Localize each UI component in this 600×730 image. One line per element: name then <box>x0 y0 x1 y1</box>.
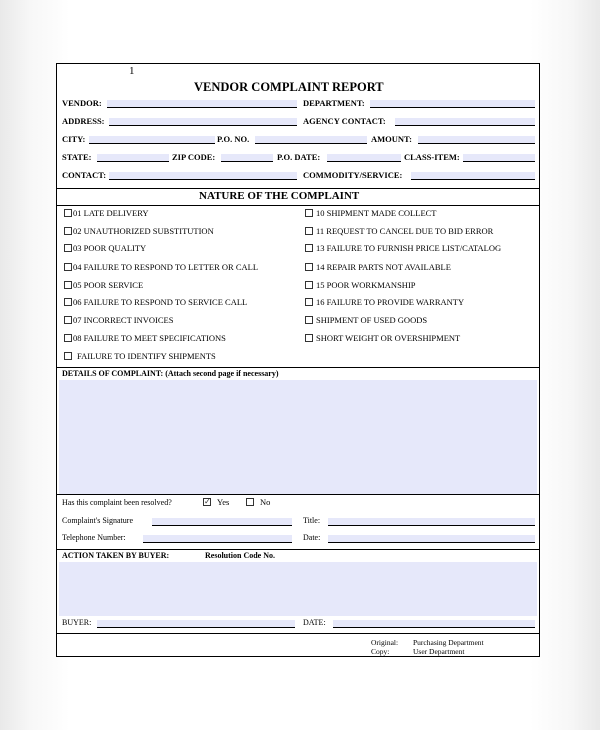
yes-label: Yes <box>217 497 230 507</box>
nature-heading: NATURE OF THE COMPLAINT <box>199 190 360 202</box>
resolution-label: Resolution Code No. <box>205 551 276 560</box>
amount-label: AMOUNT: <box>371 134 412 144</box>
phone-field[interactable] <box>143 535 292 543</box>
action-label: ACTION TAKEN BY BUYER: <box>62 551 170 560</box>
po-date-label: P.O. DATE: <box>277 152 321 162</box>
amount-field[interactable] <box>418 136 535 144</box>
checkbox[interactable] <box>305 244 313 252</box>
original-label: Original: <box>371 638 399 647</box>
details-textarea[interactable] <box>59 380 537 494</box>
divider <box>57 188 539 189</box>
complaint-option: 13 FAILURE TO FURNISH PRICE LIST/CATALOG <box>316 243 502 253</box>
checkbox[interactable] <box>64 263 72 271</box>
class-item-field[interactable] <box>463 154 535 162</box>
city-label: CITY: <box>62 134 86 144</box>
complaint-option: 10 SHIPMENT MADE COLLECT <box>316 208 437 218</box>
complaint-form <box>56 63 540 657</box>
complaint-option: 05 POOR SERVICE <box>73 280 144 290</box>
buyer-label: BUYER: <box>62 618 92 627</box>
buyer-field[interactable] <box>97 620 295 628</box>
complaint-option: 08 FAILURE TO MEET SPECIFICATIONS <box>73 333 226 343</box>
checkbox[interactable] <box>305 227 313 235</box>
complaint-option: 06 FAILURE TO RESPOND TO SERVICE CALL <box>73 297 248 307</box>
complaint-option: SHORT WEIGHT OR OVERSHIPMENT <box>316 333 461 343</box>
details-note: (Attach second page if necessary) <box>165 369 279 378</box>
zip-label: ZIP CODE: <box>172 152 216 162</box>
checkbox[interactable] <box>64 281 72 289</box>
department-label: DEPARTMENT: <box>303 98 365 108</box>
complaint-option: 11 REQUEST TO CANCEL DUE TO BID ERROR <box>316 226 494 236</box>
checkbox[interactable] <box>64 334 72 342</box>
po-no-field[interactable] <box>255 136 367 144</box>
checkbox[interactable] <box>64 209 72 217</box>
title-label: Title: <box>303 516 321 525</box>
agency-contact-field[interactable] <box>395 118 535 126</box>
checkbox[interactable] <box>305 263 313 271</box>
complaint-option: 02 UNAUTHORIZED SUBSTITUTION <box>73 226 214 236</box>
divider <box>57 367 539 368</box>
address-field[interactable] <box>109 118 297 126</box>
details-label <box>62 369 279 378</box>
checkbox[interactable] <box>305 316 313 324</box>
city-field[interactable] <box>89 136 215 144</box>
date-label: Date: <box>303 533 321 542</box>
class-item-label: CLASS-ITEM: <box>404 152 460 162</box>
copy-label: Copy: <box>371 647 390 656</box>
divider <box>57 549 539 550</box>
checkbox[interactable] <box>305 209 313 217</box>
complaint-option: 15 POOR WORKMANSHIP <box>316 280 416 290</box>
complaint-option: FAILURE TO IDENTIFY SHIPMENTS <box>77 351 216 361</box>
commodity-label: COMMODITY/SERVICE: <box>303 170 403 180</box>
checkbox[interactable] <box>64 244 72 252</box>
checkbox[interactable] <box>305 298 313 306</box>
action-textarea[interactable] <box>59 562 537 616</box>
original-value: Purchasing Department <box>413 638 484 647</box>
complaint-option: 07 INCORRECT INVOICES <box>73 315 174 325</box>
divider <box>57 633 539 634</box>
complaint-option: 14 REPAIR PARTS NOT AVAILABLE <box>316 262 451 272</box>
form-title: VENDOR COMPLAINT REPORT <box>194 80 384 94</box>
signature-field[interactable] <box>152 518 292 526</box>
state-field[interactable] <box>97 154 169 162</box>
complaint-option: 16 FAILURE TO PROVIDE WARRANTY <box>316 297 465 307</box>
po-date-field[interactable] <box>327 154 401 162</box>
page-number: 1 <box>129 65 135 77</box>
vendor-label: VENDOR: <box>62 98 102 108</box>
yes-checkbox[interactable]: ✓ <box>204 497 211 506</box>
address-label: ADDRESS: <box>62 116 105 126</box>
agency-contact-label: AGENCY CONTACT: <box>303 116 386 126</box>
buyer-date-label: DATE: <box>303 618 326 627</box>
checkbox[interactable] <box>305 334 313 342</box>
checkbox[interactable] <box>64 227 72 235</box>
vendor-field[interactable] <box>107 100 297 108</box>
checkbox[interactable] <box>64 352 72 360</box>
no-label: No <box>260 497 271 507</box>
commodity-field[interactable] <box>411 172 535 180</box>
checkbox[interactable] <box>64 316 72 324</box>
signature-label: Complaint's Signature <box>62 516 133 525</box>
resolved-question: Has this complaint been resolved? <box>62 498 172 507</box>
department-field[interactable] <box>370 100 535 108</box>
details-label-text: DETAILS OF COMPLAINT: <box>62 369 164 378</box>
complaint-option: SHIPMENT OF USED GOODS <box>316 315 428 325</box>
date-field[interactable] <box>328 535 535 543</box>
checkbox[interactable] <box>64 298 72 306</box>
zip-field[interactable] <box>221 154 273 162</box>
divider <box>57 494 539 495</box>
copy-value: User Department <box>413 647 465 656</box>
phone-label: Telephone Number: <box>62 533 126 542</box>
po-no-label: P.O. NO. <box>217 134 250 144</box>
complaint-option: 01 LATE DELIVERY <box>73 208 149 218</box>
title-field[interactable] <box>328 518 535 526</box>
contact-label: CONTACT: <box>62 170 107 180</box>
divider <box>57 205 539 206</box>
checkbox[interactable] <box>305 281 313 289</box>
contact-field[interactable] <box>109 172 297 180</box>
state-label: STATE: <box>62 152 92 162</box>
complaint-option: 03 POOR QUALITY <box>73 243 147 253</box>
buyer-date-field[interactable] <box>333 620 535 628</box>
complaint-option: 04 FAILURE TO RESPOND TO LETTER OR CALL <box>73 262 259 272</box>
no-checkbox[interactable] <box>246 498 254 506</box>
